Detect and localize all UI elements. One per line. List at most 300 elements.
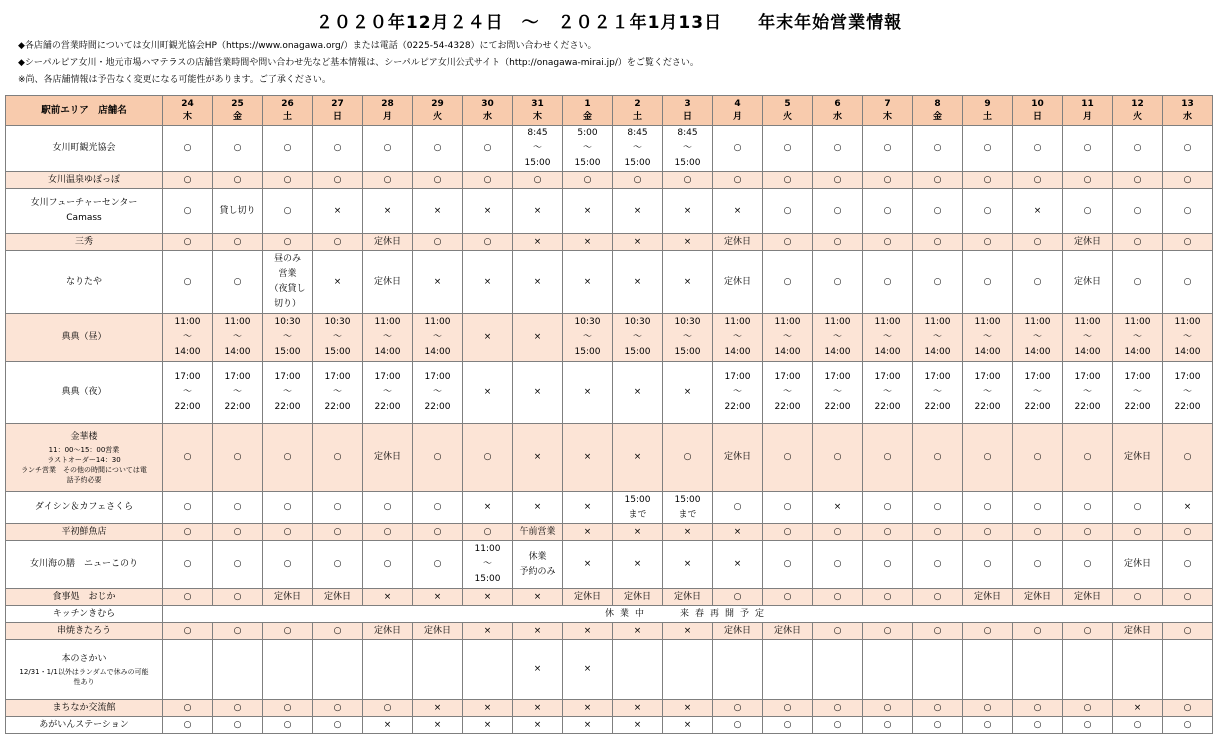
shop-name: キッチンきむら <box>52 608 116 619</box>
day-number: 25 <box>231 98 244 109</box>
status-cell: ○ <box>1013 172 1063 189</box>
status-cell: 11:00 ～ 14:00 <box>363 314 413 362</box>
status-cell: ○ <box>1113 717 1163 734</box>
status-cell: ○ <box>313 126 363 172</box>
status-cell: × <box>613 234 663 251</box>
status-cell: ○ <box>913 172 963 189</box>
status-cell: ○ <box>1113 234 1163 251</box>
status-cell: ○ <box>863 126 913 172</box>
day-number: 1 <box>584 98 591 109</box>
status-cell: ○ <box>1063 623 1113 640</box>
status-cell: ○ <box>913 126 963 172</box>
status-cell: × <box>663 189 713 234</box>
status-cell: ○ <box>713 492 763 524</box>
status-cell: × <box>663 623 713 640</box>
shop-name-cell <box>6 640 163 700</box>
status-cell: ○ <box>1113 126 1163 172</box>
status-cell: ○ <box>1013 424 1063 492</box>
status-cell: 17:00 ～ 22:00 <box>813 362 863 424</box>
status-cell: × <box>663 541 713 589</box>
status-cell: ○ <box>463 126 513 172</box>
status-cell: × <box>413 717 463 734</box>
status-cell: 定休日 <box>1013 589 1063 606</box>
status-cell: ○ <box>163 234 213 251</box>
status-cell: ○ <box>363 700 413 717</box>
status-cell: ○ <box>263 700 313 717</box>
shop-name: 食事処 おじか <box>52 591 116 602</box>
status-cell: ○ <box>1063 189 1113 234</box>
status-cell: 休業 予約のみ <box>513 541 563 589</box>
status-cell: 17:00 ～ 22:00 <box>363 362 413 424</box>
day-number: 28 <box>381 98 394 109</box>
status-cell: × <box>363 189 413 234</box>
day-weekday: 月 <box>382 111 392 122</box>
status-cell: ○ <box>363 126 413 172</box>
day-header <box>263 96 313 126</box>
notes <box>18 38 1208 89</box>
status-cell <box>163 640 213 700</box>
status-cell: × <box>463 492 513 524</box>
status-cell: ○ <box>913 189 963 234</box>
day-number: 26 <box>281 98 294 109</box>
status-cell: ○ <box>1013 541 1063 589</box>
status-cell: 定休日 <box>713 623 763 640</box>
status-cell: × <box>513 251 563 314</box>
shop-name: 本のさかい <box>61 654 107 664</box>
status-cell: 17:00 ～ 22:00 <box>963 362 1013 424</box>
status-cell: 11:00 ～ 14:00 <box>1063 314 1113 362</box>
shop-row <box>6 189 1213 234</box>
status-cell: ○ <box>1063 541 1113 589</box>
day-header <box>563 96 613 126</box>
status-cell: ○ <box>863 623 913 640</box>
status-cell: ○ <box>1163 251 1213 314</box>
status-cell: ○ <box>313 172 363 189</box>
status-cell: ○ <box>763 172 813 189</box>
shop-name-cell <box>6 234 163 251</box>
status-cell: 17:00 ～ 22:00 <box>763 362 813 424</box>
status-cell: 11:00 ～ 14:00 <box>763 314 813 362</box>
status-cell: ○ <box>963 172 1013 189</box>
shop-name-cell <box>6 606 163 623</box>
status-cell: ○ <box>413 492 463 524</box>
status-cell: ○ <box>813 189 863 234</box>
status-cell: ○ <box>313 623 363 640</box>
status-cell: × <box>813 492 863 524</box>
shop-name: 典典（昼） <box>61 332 107 342</box>
status-cell: ○ <box>313 524 363 541</box>
status-cell: ○ <box>763 541 813 589</box>
status-cell: ○ <box>1013 524 1063 541</box>
day-header <box>313 96 363 126</box>
shop-row <box>6 589 1213 606</box>
day-weekday: 火 <box>432 111 442 122</box>
page-title: ２０２０年12月２４日 ～ ２０２１年1月13日 年末年始営業情報 <box>315 13 903 33</box>
header-row <box>6 96 1213 126</box>
status-cell: ○ <box>313 541 363 589</box>
status-cell: × <box>563 362 613 424</box>
shop-name: 平初鮮魚店 <box>61 526 107 537</box>
status-cell: ○ <box>1163 234 1213 251</box>
status-cell: × <box>463 189 513 234</box>
status-cell: × <box>463 717 513 734</box>
status-cell <box>413 640 463 700</box>
status-cell: × <box>613 623 663 640</box>
status-cell: ○ <box>1163 623 1213 640</box>
status-cell: ○ <box>1063 524 1113 541</box>
day-weekday: 土 <box>282 111 292 122</box>
day-header <box>813 96 863 126</box>
day-header <box>613 96 663 126</box>
status-cell: ○ <box>1063 172 1113 189</box>
status-cell: × <box>513 623 563 640</box>
status-cell: ○ <box>213 541 263 589</box>
status-cell: × <box>513 362 563 424</box>
shop-row <box>6 251 1213 314</box>
status-cell: 定休日 <box>363 623 413 640</box>
status-cell: ○ <box>813 623 863 640</box>
status-cell: 定休日 <box>763 623 813 640</box>
day-weekday: 日 <box>1032 111 1042 122</box>
status-cell: 午前営業 <box>513 524 563 541</box>
status-cell: ○ <box>913 492 963 524</box>
status-cell: ○ <box>1163 126 1213 172</box>
shop-name-cell <box>6 492 163 524</box>
shop-name-cell <box>6 589 163 606</box>
status-cell: ○ <box>713 589 763 606</box>
shop-name-cell <box>6 541 163 589</box>
status-cell: ○ <box>1013 234 1063 251</box>
status-cell: ○ <box>613 172 663 189</box>
day-header <box>663 96 713 126</box>
status-cell: ○ <box>163 541 213 589</box>
status-cell: × <box>613 189 663 234</box>
status-cell: × <box>563 623 613 640</box>
shop-name: ダイシン＆カフェさくら <box>34 502 134 512</box>
status-cell: × <box>513 492 563 524</box>
status-cell: ○ <box>1163 189 1213 234</box>
day-header <box>1063 96 1113 126</box>
shop-name: 典典（夜） <box>61 387 107 397</box>
status-cell: 15:00 まで <box>613 492 663 524</box>
status-cell: ○ <box>913 424 963 492</box>
day-weekday: 火 <box>782 111 792 122</box>
status-cell: ○ <box>163 717 213 734</box>
status-cell: 10:30 ～ 15:00 <box>313 314 363 362</box>
status-cell: ○ <box>863 251 913 314</box>
status-cell: 貸し切り <box>213 189 263 234</box>
day-weekday: 金 <box>932 111 942 122</box>
status-cell: ○ <box>263 126 313 172</box>
shop-row <box>6 717 1213 734</box>
day-header <box>1013 96 1063 126</box>
status-cell: 定休日 <box>963 589 1013 606</box>
status-cell: ○ <box>363 492 413 524</box>
shop-row <box>6 362 1213 424</box>
day-weekday: 火 <box>1132 111 1142 122</box>
day-number: 3 <box>684 98 691 109</box>
status-cell: ○ <box>413 424 463 492</box>
status-cell: × <box>663 700 713 717</box>
status-cell: ○ <box>163 189 213 234</box>
status-cell: ○ <box>813 251 863 314</box>
status-cell: ○ <box>763 492 813 524</box>
status-cell: 定休日 <box>1063 589 1113 606</box>
status-cell: ○ <box>313 717 363 734</box>
status-cell: ○ <box>363 172 413 189</box>
status-cell: 定休日 <box>713 234 763 251</box>
shop-note: 11：00～15：00営業 ラストオーダー14：30 ランチ営業 その他の時間については電 話予約必要 <box>21 446 147 484</box>
shop-row <box>6 424 1213 492</box>
status-cell: 11:00 ～ 14:00 <box>213 314 263 362</box>
status-cell: ○ <box>813 126 863 172</box>
status-cell: × <box>513 189 563 234</box>
status-cell: ○ <box>913 717 963 734</box>
status-cell: ○ <box>163 524 213 541</box>
status-cell: × <box>463 314 513 362</box>
status-cell: ○ <box>213 717 263 734</box>
status-cell: 定休日 <box>1113 623 1163 640</box>
status-cell: ○ <box>213 424 263 492</box>
status-cell <box>1063 640 1113 700</box>
status-cell: × <box>613 424 663 492</box>
status-cell: 17:00 ～ 22:00 <box>713 362 763 424</box>
status-cell: × <box>713 541 763 589</box>
status-cell: ○ <box>1163 700 1213 717</box>
status-cell: ○ <box>163 251 213 314</box>
status-cell: × <box>1163 492 1213 524</box>
status-cell: ○ <box>713 172 763 189</box>
status-cell: ○ <box>1113 524 1163 541</box>
status-cell: ○ <box>213 623 263 640</box>
status-cell: ○ <box>963 700 1013 717</box>
day-weekday: 金 <box>232 111 242 122</box>
status-cell: × <box>463 700 513 717</box>
status-cell: ○ <box>463 424 513 492</box>
status-cell: ○ <box>763 717 813 734</box>
status-cell: × <box>463 589 513 606</box>
status-cell: ○ <box>763 234 813 251</box>
day-number: 13 <box>1181 98 1194 109</box>
status-cell: ○ <box>1013 623 1063 640</box>
day-weekday: 木 <box>182 111 192 122</box>
status-cell: ○ <box>913 234 963 251</box>
status-cell: ○ <box>1013 126 1063 172</box>
status-cell: × <box>513 589 563 606</box>
status-cell: × <box>513 424 563 492</box>
status-cell: × <box>563 234 613 251</box>
status-cell <box>313 640 363 700</box>
status-cell: ○ <box>563 172 613 189</box>
day-number: 11 <box>1081 98 1094 109</box>
day-number: 5 <box>784 98 791 109</box>
status-cell: ○ <box>313 700 363 717</box>
status-cell: ○ <box>413 126 463 172</box>
status-cell: 8:45 ～ 15:00 <box>613 126 663 172</box>
shop-name-cell <box>6 424 163 492</box>
status-cell: ○ <box>1063 126 1113 172</box>
shop-row <box>6 126 1213 172</box>
status-cell: ○ <box>763 700 813 717</box>
status-cell: ○ <box>1013 492 1063 524</box>
status-cell: ○ <box>763 189 813 234</box>
status-cell: 17:00 ～ 22:00 <box>313 362 363 424</box>
day-weekday: 日 <box>682 111 692 122</box>
shop-row <box>6 640 1213 700</box>
day-weekday: 水 <box>482 111 492 122</box>
status-cell: 昼のみ 営業 （夜貸し 切り） <box>263 251 313 314</box>
status-cell: ○ <box>813 234 863 251</box>
status-cell: × <box>413 251 463 314</box>
status-cell: 15:00 まで <box>663 492 713 524</box>
shop-name-cell <box>6 524 163 541</box>
status-cell: ○ <box>163 424 213 492</box>
day-header <box>863 96 913 126</box>
status-cell: ○ <box>963 492 1013 524</box>
status-cell: ○ <box>813 541 863 589</box>
status-cell: ○ <box>813 524 863 541</box>
shop-name-cell <box>6 623 163 640</box>
status-cell: ○ <box>1163 717 1213 734</box>
status-cell <box>463 640 513 700</box>
schedule-body <box>6 126 1213 734</box>
status-cell: ○ <box>263 189 313 234</box>
day-header <box>1113 96 1163 126</box>
shop-name-cell <box>6 126 163 172</box>
status-cell: ○ <box>213 524 263 541</box>
shop-column-header: 駅前エリア 店舗名 <box>6 96 163 126</box>
day-weekday: 日 <box>332 111 342 122</box>
day-header <box>513 96 563 126</box>
status-cell: ○ <box>163 700 213 717</box>
status-cell: ○ <box>263 717 313 734</box>
status-cell: ○ <box>313 424 363 492</box>
status-cell <box>763 640 813 700</box>
status-cell: 5:00 ～ 15:00 <box>563 126 613 172</box>
status-cell: ○ <box>363 541 413 589</box>
day-weekday: 月 <box>1082 111 1092 122</box>
day-number: 12 <box>1131 98 1144 109</box>
status-cell: × <box>413 700 463 717</box>
status-cell: ○ <box>763 126 813 172</box>
status-cell: 定休日 <box>263 589 313 606</box>
day-header <box>913 96 963 126</box>
shop-name-cell <box>6 189 163 234</box>
status-cell: ○ <box>963 623 1013 640</box>
status-cell: ○ <box>1113 251 1163 314</box>
status-cell: ○ <box>213 492 263 524</box>
status-cell: × <box>663 362 713 424</box>
status-cell: × <box>563 251 613 314</box>
status-cell: 定休日 <box>363 424 413 492</box>
day-weekday: 水 <box>1182 111 1192 122</box>
status-cell: ○ <box>1163 524 1213 541</box>
status-cell: ○ <box>213 172 263 189</box>
shop-name: 串焼きたろう <box>56 625 111 636</box>
day-number: 4 <box>734 98 741 109</box>
status-cell: 定休日 <box>313 589 363 606</box>
day-number: 6 <box>834 98 841 109</box>
day-header <box>1163 96 1213 126</box>
status-cell: ○ <box>963 189 1013 234</box>
status-cell: ○ <box>213 126 263 172</box>
status-cell: 10:30 ～ 15:00 <box>563 314 613 362</box>
status-cell: × <box>613 541 663 589</box>
day-weekday: 水 <box>832 111 842 122</box>
shop-name-cell <box>6 314 163 362</box>
status-cell <box>1013 640 1063 700</box>
status-cell: ○ <box>813 717 863 734</box>
shop-row <box>6 234 1213 251</box>
day-header <box>963 96 1013 126</box>
status-cell: ○ <box>1063 700 1113 717</box>
shop-name: 三秀 <box>74 236 93 247</box>
status-cell: ○ <box>763 424 813 492</box>
status-cell: × <box>613 362 663 424</box>
status-cell: ○ <box>163 623 213 640</box>
status-cell: 定休日 <box>1063 234 1113 251</box>
status-cell: ○ <box>1063 717 1113 734</box>
shop-note: 12/31・1/1以外はランダムで休みの可能 性あり <box>19 668 149 686</box>
status-cell: 17:00 ～ 22:00 <box>213 362 263 424</box>
status-cell: ○ <box>863 172 913 189</box>
status-cell: × <box>513 700 563 717</box>
status-cell: ○ <box>763 524 813 541</box>
status-cell <box>663 640 713 700</box>
status-cell: ○ <box>163 126 213 172</box>
status-cell: × <box>413 589 463 606</box>
status-cell <box>1163 640 1213 700</box>
status-cell: × <box>613 700 663 717</box>
status-cell: 11:00 ～ 14:00 <box>713 314 763 362</box>
day-header <box>213 96 263 126</box>
day-number: 10 <box>1031 98 1044 109</box>
status-cell: × <box>563 541 613 589</box>
status-cell: ○ <box>1113 189 1163 234</box>
status-cell: 17:00 ～ 22:00 <box>1063 362 1113 424</box>
status-cell: 11:00 ～ 14:00 <box>1013 314 1063 362</box>
status-cell: ○ <box>413 541 463 589</box>
status-cell: × <box>513 234 563 251</box>
status-cell: × <box>563 424 613 492</box>
shop-name: 女川フューチャーセンター Camass <box>30 198 138 223</box>
status-cell <box>613 640 663 700</box>
status-cell: ○ <box>1013 717 1063 734</box>
status-cell: 11:00 ～ 15:00 <box>463 541 513 589</box>
status-cell <box>863 640 913 700</box>
shop-name-cell <box>6 717 163 734</box>
shop-name: 女川温泉ゆぽっぽ <box>47 174 120 185</box>
status-cell: × <box>563 717 613 734</box>
shop-name-cell <box>6 172 163 189</box>
status-cell: ○ <box>1163 541 1213 589</box>
status-cell: ○ <box>1163 589 1213 606</box>
day-number: 29 <box>431 98 444 109</box>
status-cell: ○ <box>963 234 1013 251</box>
status-cell: × <box>1113 700 1163 717</box>
status-cell: 定休日 <box>413 623 463 640</box>
status-cell: ○ <box>263 623 313 640</box>
status-cell: 11:00 ～ 14:00 <box>1113 314 1163 362</box>
status-cell: × <box>413 189 463 234</box>
status-cell: ○ <box>713 126 763 172</box>
status-cell: 10:30 ～ 15:00 <box>263 314 313 362</box>
status-cell: ○ <box>663 172 713 189</box>
status-cell: × <box>313 189 363 234</box>
status-cell: 8:45 ～ 15:00 <box>513 126 563 172</box>
shop-row <box>6 172 1213 189</box>
status-cell: 17:00 ～ 22:00 <box>913 362 963 424</box>
